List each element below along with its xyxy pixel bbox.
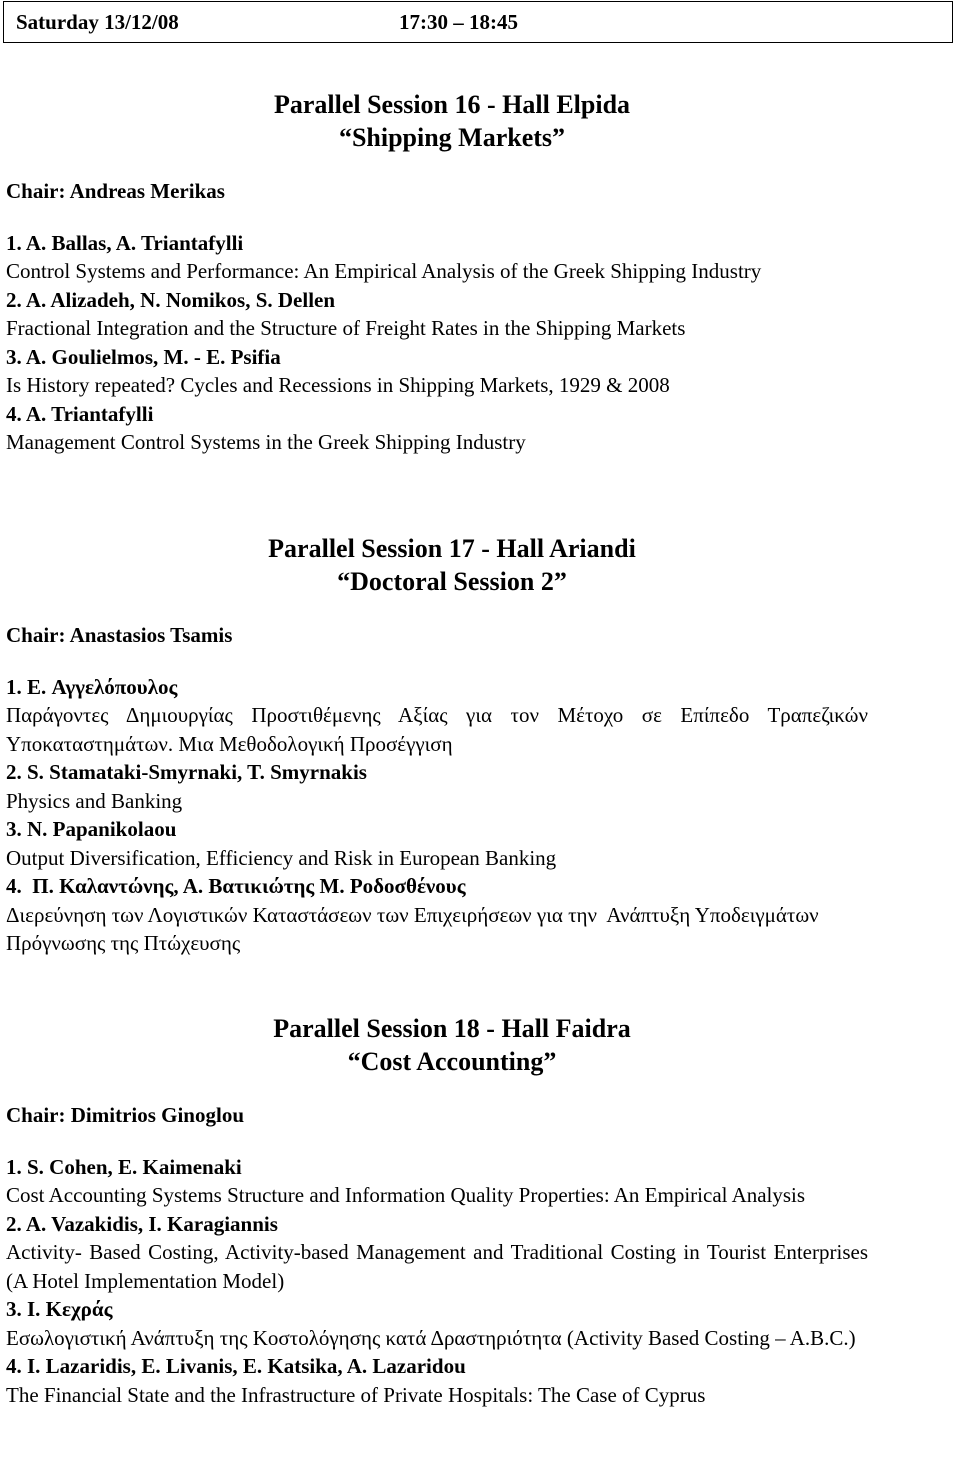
paper-authors: 2. S. Stamataki-Smyrnaki, T. Smyrnakis (6, 760, 367, 784)
paper-item (6, 400, 868, 457)
paper-item (6, 872, 868, 958)
paper-title: Διερεύνηση των Λογιστικών Καταστάσεων των Επιχειρήσεων για την Ανάπτυξη Υποδειγμάτων Πρόγνωσης της Πτώχευσης (6, 902, 830, 955)
paper-authors: 2. A. Alizadeh, N. Nomikos, S. Dellen (6, 287, 336, 312)
paper-item (6, 286, 868, 343)
paper-authors: 3. I. Κεχράς (6, 1297, 113, 1321)
paper-item (6, 343, 868, 400)
paper-authors: 4. A. Triantafylli (6, 401, 154, 426)
paper-item (6, 229, 868, 286)
session-title-line1: Parallel Session 18 - Hall Faidra (273, 1014, 631, 1043)
paper-title: Management Control Systems in the Greek Shipping Industry (6, 430, 526, 454)
paper-title: Fractional Integration and the Structure of Freight Rates in the Shipping Markets (6, 316, 686, 340)
session-title (6, 88, 868, 154)
paper-authors: 1. S. Cohen, E. Kaimenaki (6, 1154, 242, 1179)
session-title (6, 1012, 868, 1078)
paper-title: Output Diversification, Efficiency and Risk in European Banking (6, 845, 557, 870)
paper-item (6, 673, 868, 759)
paper-item (6, 1153, 868, 1210)
session-chair: Chair: Andreas Merikas (6, 179, 225, 203)
paper-list (6, 673, 868, 958)
session-17 (6, 532, 868, 958)
paper-authors: 3. A. Goulielmos, M. - E. Psifia (6, 344, 281, 369)
paper-title: Is History repeated? Cycles and Recessions in Shipping Markets, 1929 & 2008 (6, 373, 670, 397)
paper-authors: 3. N. Papanikolaou (6, 817, 177, 841)
paper-authors: 2. A. Vazakidis, I. Karagiannis (6, 1211, 278, 1236)
paper-authors: 1. E. Αγγελόπουλος (6, 674, 178, 699)
session-title-line1: Parallel Session 16 - Hall Elpida (273, 90, 631, 119)
header-date: Saturday 13/12/08 (16, 10, 179, 34)
paper-item (6, 1295, 868, 1352)
paper-authors: 4. Π. Καλαντώνης, Α. Βατικιώτης Μ. Ροδοσθένους (6, 874, 466, 898)
session-18 (6, 1012, 868, 1409)
session-title-line2: “Shipping Markets” (338, 123, 566, 152)
paper-title: Activity- Based Costing, Activity-based Management and Traditional Costing in Tourist Enterprises (A Hotel Implementation Model) (6, 1240, 868, 1293)
paper-title: Control Systems and Performance: An Empirical Analysis of the Greek Shipping Industry (6, 259, 762, 283)
paper-title: Cost Accounting Systems Structure and Information Quality Properties: An Empirical Analysis (6, 1183, 806, 1207)
paper-title: Physics and Banking (6, 788, 183, 813)
session-chair: Chair: Dimitrios Ginoglou (6, 1103, 245, 1127)
session-16 (6, 88, 868, 457)
session-chair: Chair: Anastasios Tsamis (6, 623, 233, 647)
paper-authors: 4. I. Lazaridis, E. Livanis, E. Katsika, A. Lazaridou (6, 1354, 466, 1378)
paper-item (6, 1352, 868, 1409)
paper-item (6, 758, 868, 815)
paper-item (6, 815, 868, 872)
schedule-header (3, 1, 953, 43)
paper-title: The Financial State and the Infrastructure of Private Hospitals: The Case of Cyprus (6, 1382, 706, 1407)
paper-authors: 1. A. Ballas, A. Triantafylli (6, 230, 244, 255)
session-title-line2: “Doctoral Session 2” (337, 567, 567, 596)
paper-title: Εσωλογιστική Ανάπτυξη της Κοστολόγησης κατά Δραστηριότητα (Activity Based Costing – A.B.C.) (6, 1325, 856, 1350)
session-title-line2: “Cost Accounting” (347, 1047, 557, 1076)
session-title-line1: Parallel Session 17 - Hall Ariandi (268, 534, 636, 563)
paper-list (6, 1153, 868, 1410)
header-time: 17:30 – 18:45 (399, 10, 518, 34)
paper-title: Παράγοντες Δημιουργίας Προστιθέμενης Αξίας για τον Μέτοχο σε Επίπεδο Τραπεζικών Υποκαταστημάτων. Μια Μεθοδολογική Προσέγγιση (6, 703, 868, 756)
paper-list (6, 229, 868, 457)
paper-item (6, 1210, 868, 1296)
session-title (6, 532, 868, 598)
